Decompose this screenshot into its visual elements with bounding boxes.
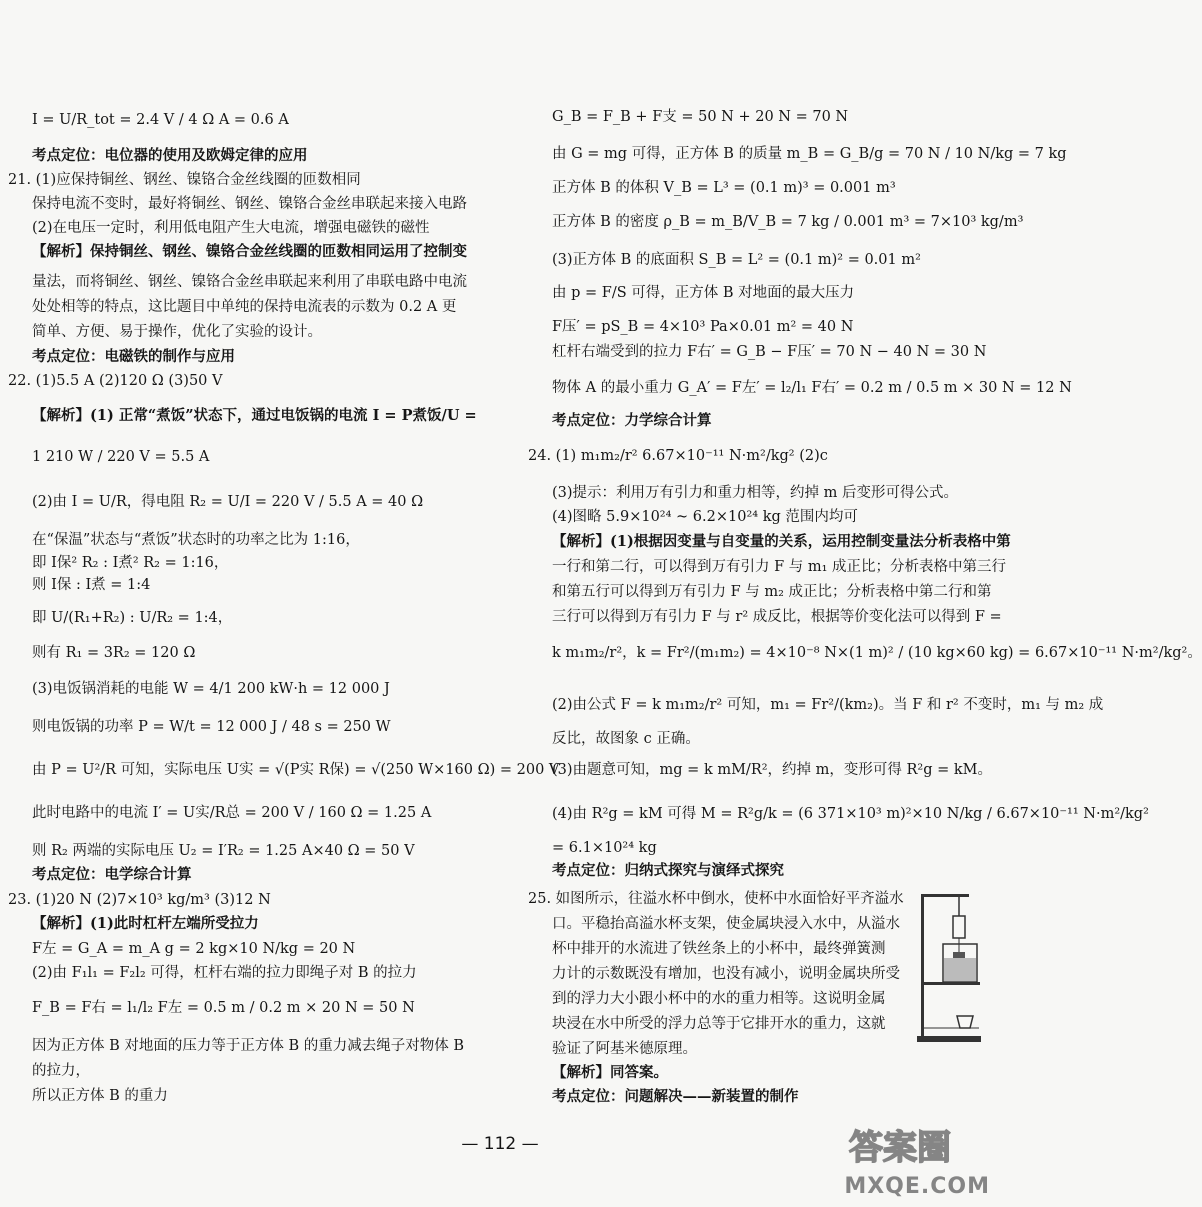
- right-line: 由 G = mg 可得，正方体 B 的质量 m_B = G_B/g = 70 N / 10 N/kg = 7 kg: [552, 146, 1067, 162]
- right-line: 块浸在水中所受的浮力总等于它排开水的重力，这就: [552, 1016, 886, 1032]
- left-line: 即 I保² R₂ : I煮² R₂ = 1:16，: [32, 555, 229, 571]
- left-line: 处处相等的特点，这比题目中单纯的保持电流表的示数为 0.2 A 更: [32, 299, 457, 315]
- right-line: 口。平稳抬高溢水杯支架，使金属块浸入水中，从溢水: [552, 916, 900, 932]
- left-line: F_B = F右 = l₁/l₂ F左 = 0.5 m / 0.2 m × 20 N = 50 N: [32, 1000, 415, 1016]
- left-line: 22. (1)5.5 A (2)120 Ω (3)50 V: [8, 373, 223, 389]
- right-line: 和第五行可以得到万有引力 F 与 m₂ 成正比；分析表格中第二行和第: [552, 584, 992, 600]
- right-line: (3)提示：利用万有引力和重力相等，约掉 m 后变形可得公式。: [552, 485, 959, 501]
- overflow-cup-apparatus-diagram: [913, 886, 983, 1048]
- left-line: 的拉力，: [32, 1063, 90, 1079]
- left-line: 23. (1)20 N (2)7×10³ kg/m³ (3)12 N: [8, 892, 271, 908]
- left-line: 则电饭锅的功率 P = W/t = 12 000 J / 48 s = 250 W: [32, 719, 391, 735]
- left-line: 因为正方体 B 对地面的压力等于正方体 B 的重力减去绳子对物体 B: [32, 1038, 465, 1054]
- right-line: k m₁m₂/r²，k = Fr²/(m₁m₂) = 4×10⁻⁸ N×(1 m)² / (10 kg×60 kg) = 6.67×10⁻¹¹ N·m²/kg²。: [552, 645, 1202, 661]
- right-line: (3)由题意可知，mg = k mM/R²，约掉 m，变形可得 R²g = kM。: [552, 762, 993, 778]
- right-line: 【解析】同答案。: [552, 1064, 668, 1081]
- right-line: (3)正方体 B 的底面积 S_B = L² = (0.1 m)² = 0.01 m²: [552, 252, 921, 268]
- left-line: 简单、方便、易于操作，优化了实验的设计。: [32, 324, 322, 340]
- left-line: (2)由 I = U/R，得电阻 R₂ = U/I = 220 V / 5.5 A = 40 Ω: [32, 494, 424, 510]
- left-line: 量法，而将铜丝、钢丝、镍铬合金丝串联起来利用了串联电路中电流: [32, 274, 467, 290]
- right-line: 由 p = F/S 可得，正方体 B 对地面的最大压力: [552, 285, 855, 301]
- right-line: G_B = F_B + F支 = 50 N + 20 N = 70 N: [552, 109, 849, 125]
- left-line: (2)由 F₁l₁ = F₂l₂ 可得，杠杆右端的拉力即绳子对 B 的拉力: [32, 965, 417, 981]
- right-line: 杠杆右端受到的拉力 F右′ = G_B − F压′ = 70 N − 40 N = 30 N: [552, 344, 987, 360]
- watermark-url: MXQE.COM: [844, 1174, 990, 1199]
- right-line: 一行和第二行，可以得到万有引力 F 与 m₁ 成正比；分析表格中第三行: [552, 559, 1007, 575]
- right-line: 杯中排开的水流进了铁丝条上的小杯中，最终弹簧测: [552, 941, 886, 957]
- left-line: F左 = G_A = m_A g = 2 kg×10 N/kg = 20 N: [32, 941, 356, 957]
- left-line: (2)在电压一定时，利用低电阻产生大电流，增强电磁铁的磁性: [32, 220, 430, 236]
- right-line: 考点定位：问题解决——新装置的制作: [552, 1088, 799, 1105]
- left-line: I = U/R_tot = 2.4 V / 4 Ω A = 0.6 A: [32, 112, 289, 128]
- right-line: 物体 A 的最小重力 G_A′ = F左′ = l₂/l₁ F右′ = 0.2 m / 0.5 m × 30 N = 12 N: [552, 380, 1072, 396]
- right-line: (2)由公式 F = k m₁m₂/r² 可知，m₁ = Fr²/(km₂)。当 F 和 r² 不变时，m₁ 与 m₂ 成: [552, 697, 1104, 713]
- left-line: 考点定位：电磁铁的制作与应用: [32, 348, 235, 365]
- right-line: 验证了阿基米德原理。: [552, 1041, 697, 1057]
- left-line: 考点定位：电位器的使用及欧姆定律的应用: [32, 147, 308, 164]
- left-line: 则 R₂ 两端的实际电压 U₂ = I′R₂ = 1.25 A×40 Ω = 50 V: [32, 843, 415, 859]
- right-line: 三行可以得到万有引力 F 与 r² 成反比，根据等价变化法可以得到 F =: [552, 609, 1002, 625]
- left-line: 即 U/(R₁+R₂) : U/R₂ = 1:4，: [32, 610, 233, 626]
- left-line: 则有 R₁ = 3R₂ = 120 Ω: [32, 645, 196, 661]
- left-line: 保持电流不变时，最好将铜丝、钢丝、镍铬合金丝串联起来接入电路: [32, 196, 467, 212]
- left-line: 21. (1)应保持铜丝、钢丝、镍铬合金丝线圈的匝数相同: [8, 172, 361, 188]
- svg-text:答案圈: 答案圈: [849, 1128, 951, 1168]
- right-line: (4)图略 5.9×10²⁴ ~ 6.2×10²⁴ kg 范围内均可: [552, 509, 858, 525]
- left-line: 1 210 W / 220 V = 5.5 A: [32, 449, 210, 465]
- left-line: 【解析】保持铜丝、钢丝、镍铬合金丝线圈的匝数相同运用了控制变: [32, 243, 467, 260]
- right-line: 力计的示数既没有增加，也没有减小，说明金属块所受: [552, 966, 900, 982]
- right-line: 【解析】(1)根据因变量与自变量的关系，运用控制变量法分析表格中第: [552, 533, 1011, 550]
- watermark-logo-icon: [820, 1121, 980, 1169]
- left-line: 【解析】(1)此时杠杆左端所受拉力: [32, 915, 259, 932]
- right-line: 反比，故图象 c 正确。: [552, 731, 700, 747]
- right-line: 考点定位：归纳式探究与演绎式探究: [552, 862, 784, 879]
- right-line: 正方体 B 的密度 ρ_B = m_B/V_B = 7 kg / 0.001 m³ = 7×10³ kg/m³: [552, 214, 1024, 230]
- page-number: — 112 —: [461, 1134, 539, 1154]
- left-line: 由 P = U²/R 可知，实际电压 U实 = √(P实 R保) = √(250 W×160 Ω) = 200 V: [32, 762, 560, 778]
- left-line: 所以正方体 B 的重力: [32, 1088, 168, 1104]
- left-line: (3)电饭锅消耗的电能 W = 4/1 200 kW·h = 12 000 J: [32, 681, 390, 697]
- right-line: 到的浮力大小跟小杯中的水的重力相等。这说明金属: [552, 991, 886, 1007]
- left-line: 考点定位：电学综合计算: [32, 866, 192, 883]
- left-column: [0, 0, 560, 1207]
- left-line: 在“保温”状态与“煮饭”状态时的功率之比为 1:16，: [32, 532, 360, 548]
- right-line: 正方体 B 的体积 V_B = L³ = (0.1 m)³ = 0.001 m³: [552, 180, 896, 196]
- left-line: 此时电路中的电流 I′ = U实/R总 = 200 V / 160 Ω = 1.25 A: [32, 805, 432, 821]
- left-line: 则 I保 : I煮 = 1:4: [32, 577, 151, 593]
- right-line: 考点定位：力学综合计算: [552, 412, 712, 429]
- right-line: (4)由 R²g = kM 可得 M = R²g/k = (6 371×10³ m)²×10 N/kg / 6.67×10⁻¹¹ N·m²/kg²: [552, 806, 1149, 822]
- right-line: 25. 如图所示，往溢水杯中倒水，使杯中水面恰好平齐溢水: [528, 891, 904, 907]
- right-line: = 6.1×10²⁴ kg: [552, 840, 657, 856]
- right-line: F压′ = pS_B = 4×10³ Pa×0.01 m² = 40 N: [552, 319, 854, 335]
- right-line: 24. (1) m₁m₂/r² 6.67×10⁻¹¹ N·m²/kg² (2)c: [528, 448, 828, 464]
- left-line: 【解析】(1) 正常“煮饭”状态下，通过电饭锅的电流 I = P煮饭/U =: [32, 407, 477, 424]
